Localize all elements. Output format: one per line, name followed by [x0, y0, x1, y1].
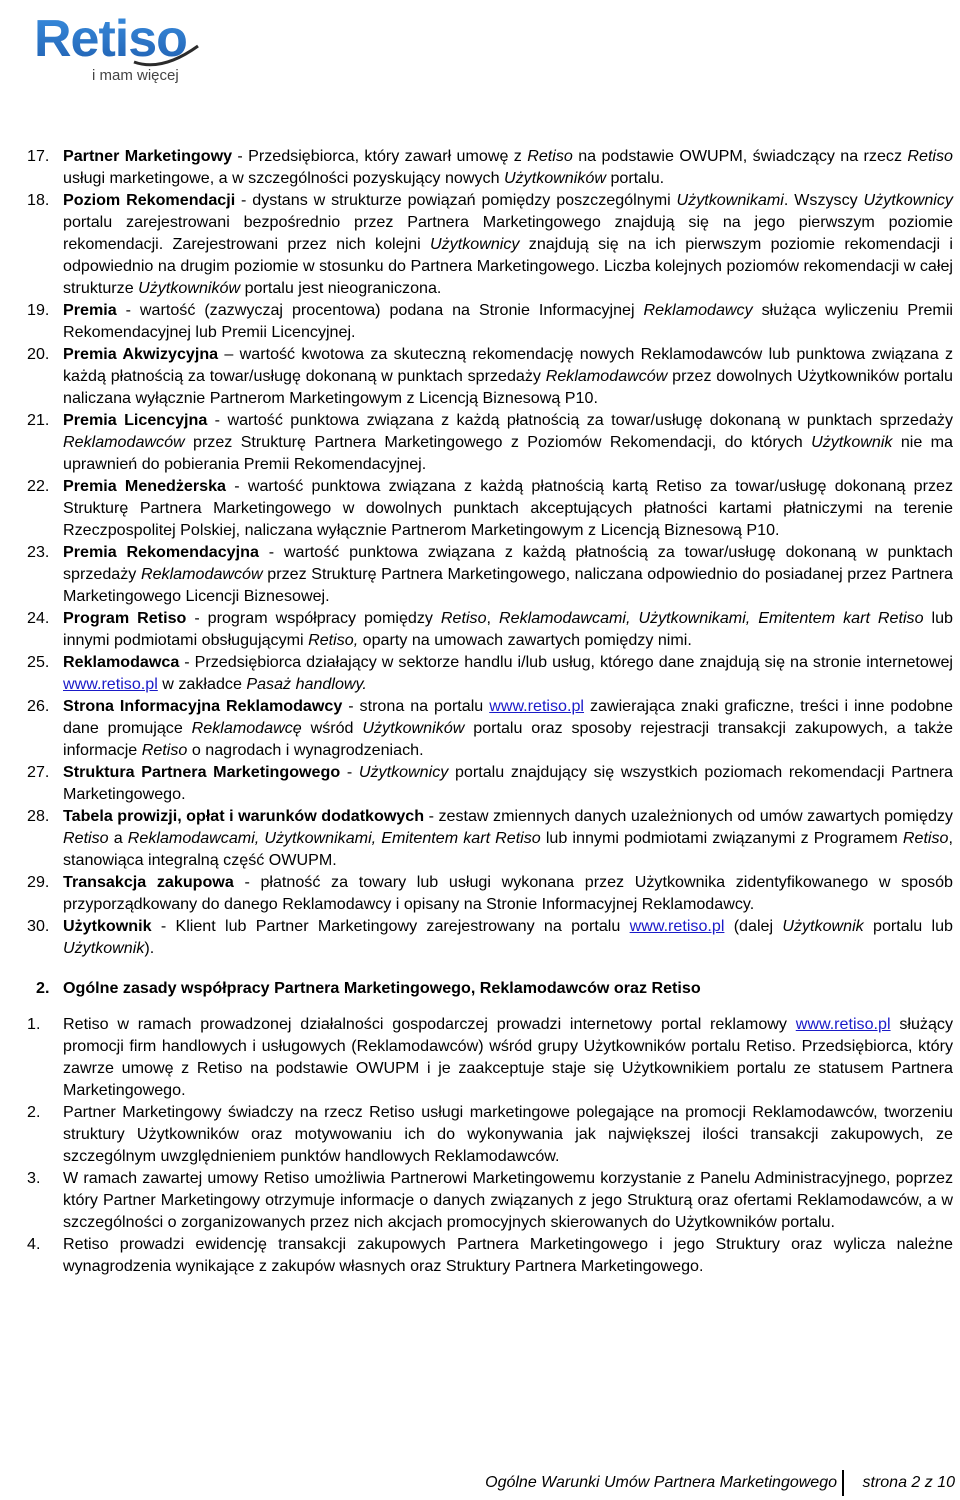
item-number: 23.: [27, 543, 50, 561]
list-item: [27, 1167, 953, 1233]
page-footer: [450, 1470, 955, 1496]
item-text: Partner Marketingowy świadczy na rzecz Retiso usługi marketingowe polegające na promocji Reklamodawców, tworzeniu struktury Użytkowników oraz motywowaniu ich do wykonywania jak największej ilości transakcji zakupowych, ze szczególnym uwzględnieniem punktów handlowych Reklamodawców.: [63, 1103, 953, 1165]
item-text: Retiso prowadzi ewidencję transakcji zakupowych Partnera Marketingowego i jego Struktury oraz wylicza należne wynagrodzenia wynikające z zakupów własnych oraz Struktury Partnera Marketingowego.: [63, 1235, 953, 1275]
document-body: [27, 145, 953, 1277]
item-number: 28.: [27, 807, 50, 825]
item-text: Strona Informacyjna Reklamodawcy - strona na portalu www.retiso.pl zawierająca znaki graficzne, treści i inne podobne dane promujące Reklamodawcę wśród Użytkowników portalu oraz sposoby rejestracji transakcji zakupowych, a także informacje Retiso o nagrodach i wynagrodzeniach.: [63, 697, 954, 759]
item-text: Program Retiso - program współpracy pomiędzy Retiso, Reklamodawcami, Użytkownikami, Emitentem kart Retiso lub innymi podmiotami obsługującymi Retiso, oparty na umowach zawartych pomiędzy nimi.: [63, 609, 954, 649]
footer-separator: [842, 1470, 844, 1496]
list-item: [27, 805, 953, 871]
item-text: Partner Marketingowy - Przedsiębiorca, który zawarł umowę z Retiso na podstawie OWUPM, świadczący na rzecz Retiso usługi marketingowe, a w szczególności pozyskujący nowych Użytkowników portalu.: [63, 147, 954, 187]
item-text: W ramach zawartej umowy Retiso umożliwia Partnerowi Marketingowemu korzystanie z Panelu Administracyjnego, poprzez który Partner Marketingowy otrzymuje informacje o danych związanych z jego Strukturą oraz ofertami Reklamodawców, a w szczególności o zorganizowanych przez nich akcjach promocyjnych skierowanych do Użytkowników portalu.: [63, 1169, 953, 1231]
item-text: Premia - wartość (zazwyczaj procentowa) podana na Stronie Informacyjnej Reklamodawcy służąca wyliczeniu Premii Rekomendacyjnej lub Premii Licencyjnej.: [63, 301, 953, 341]
item-number: 22.: [27, 477, 50, 495]
item-number: 21.: [27, 411, 50, 429]
list-item: [27, 541, 953, 607]
section-2-list: [27, 1013, 953, 1277]
list-item: [27, 761, 953, 805]
svg-text:i mam więcej: i mam więcej: [92, 67, 179, 84]
retiso-logo: [30, 6, 205, 86]
item-number: 24.: [27, 609, 50, 627]
list-item: [27, 299, 953, 343]
item-number: 27.: [27, 763, 50, 781]
list-item: [27, 1101, 953, 1167]
footer-title: Ogólne Warunki Umów Partnera Marketingowego: [485, 1474, 837, 1491]
item-text: Transakcja zakupowa - płatność za towary lub usługi wykonana przez Użytkownika zidentyfikowanego w sposób przyporządkowany do danego Reklamodawcy i opisany na Stronie Informacyjnej Reklamodawcy.: [63, 873, 953, 913]
item-text: Poziom Rekomendacji - dystans w strukturze powiązań pomiędzy poszczególnymi Użytkownikami. Wszyscy Użytkownicy portalu zarejestrowani bezpośrednio przez Partnera Marketingowego znajdują się na jego pierwszym poziomie rekomendacji. Zarejestrowani przez nich kolejni Użytkownicy znajdują się na ich pierwszym poziomie rekomendacji i odpowiednio na drugim poziomie w stosunku do Partnera Marketingowego. Liczba kolejnych poziomów rekomendacji w całej strukturze Użytkowników portalu jest nieograniczona.: [63, 191, 953, 297]
list-item: [27, 915, 953, 959]
item-number: 30.: [27, 917, 50, 935]
list-item: [27, 871, 953, 915]
svg-text:Retiso: Retiso: [34, 10, 187, 68]
item-number: 20.: [27, 345, 50, 363]
retiso-link[interactable]: www.retiso.pl: [629, 917, 725, 935]
item-number: 4.: [27, 1235, 41, 1253]
list-item: [27, 651, 953, 695]
list-item: [27, 1233, 953, 1277]
item-text: Premia Rekomendacyjna - wartość punktowa związana z każdą płatnością za towar/usługę dokonaną w punktach sprzedaży Reklamodawców przez Strukturę Partnera Marketingowego, naliczana odpowiednio do posiadanej przez Partnera Marketingowego Licencji Biznesowej.: [63, 543, 954, 605]
section-number: 2.: [36, 979, 50, 997]
list-item: [27, 607, 953, 651]
item-number: 1.: [27, 1015, 41, 1033]
item-text: Reklamodawca - Przedsiębiorca działający w sektorze handlu i/lub usług, którego dane znajdują się na stronie internetowej www.retiso.pl w zakładce Pasaż handlowy.: [63, 653, 953, 693]
item-text: Premia Menedżerska - wartość punktowa związana z każdą płatnością kartą Retiso za towar/usługę dokonaną przez Strukturę Partnera Marketingowego w dowolnych punktach akceptujących płatności kartami płatniczymi na terenie Rzeczpospolitej Polskiej, naliczana wyłącznie Partnerom Marketingowym z Licencją Biznesową P10.: [63, 477, 953, 539]
item-text: Retiso w ramach prowadzonej działalności gospodarczej prowadzi internetowy portal reklamowy www.retiso.pl służący promocji firm handlowych i usługowych (Reklamodawców) wśród grupy Użytkowników portalu Retiso. Przedsiębiorca, który zawrze umowę z Retiso na podstawie OWUPM i je zaakceptuje staje się Użytkownikiem portalu ze statusem Partnera Marketingowego.: [63, 1015, 953, 1099]
list-item: [27, 343, 953, 409]
item-number: 25.: [27, 653, 50, 671]
item-text: Użytkownik - Klient lub Partner Marketingowy zarejestrowany na portalu www.retiso.pl (dalej Użytkownik portalu lub Użytkownik).: [63, 917, 953, 957]
item-number: 19.: [27, 301, 50, 319]
list-item: [27, 409, 953, 475]
item-number: 2.: [27, 1103, 41, 1121]
item-text: Tabela prowizji, opłat i warunków dodatkowych - zestaw zmiennych danych uzależnionych od umów zawartych pomiędzy Retiso a Reklamodawcami, Użytkownikami, Emitentem kart Retiso lub innymi podmiotami związanymi z Programem Retiso, stanowiąca integralną część OWUPM.: [63, 807, 953, 869]
retiso-link[interactable]: www.retiso.pl: [795, 1015, 891, 1033]
list-item: [27, 695, 953, 761]
retiso-link[interactable]: www.retiso.pl: [489, 697, 585, 715]
item-text: Premia Akwizycyjna – wartość kwotowa za skuteczną rekomendację nowych Reklamodawców lub punktowa związana z każdą płatnością za towar/usługę dokonaną w punktach sprzedaży Reklamodawców przez dowolnych Użytkowników portalu naliczana wyłącznie Partnerom Marketingowym z Licencją Biznesową P10.: [63, 345, 953, 407]
item-number: 3.: [27, 1169, 41, 1187]
list-item: [27, 1013, 953, 1101]
section-2-heading: [27, 977, 953, 999]
item-number: 29.: [27, 873, 50, 891]
section-title: Ogólne zasady współpracy Partnera Marketingowego, Reklamodawców oraz Retiso: [63, 979, 701, 997]
page-number: strona 2 z 10: [862, 1474, 955, 1491]
list-item: [27, 189, 953, 299]
item-number: 17.: [27, 147, 50, 165]
retiso-logo-mark: [30, 6, 205, 86]
item-number: 26.: [27, 697, 50, 715]
retiso-link[interactable]: www.retiso.pl: [63, 675, 158, 693]
list-item: [27, 145, 953, 189]
definitions-list: [27, 145, 953, 959]
item-number: 18.: [27, 191, 50, 209]
list-item: [27, 475, 953, 541]
item-text: Premia Licencyjna - wartość punktowa związana z każdą płatnością za towar/usługę dokonaną w punktach sprzedaży Reklamodawców przez Strukturę Partnera Marketingowego z Poziomów Rekomendacji, do których Użytkownik nie ma uprawnień do pobierania Premii Rekomendacyjnej.: [63, 411, 954, 473]
item-text: Struktura Partnera Marketingowego - Użytkownicy portalu znajdujący się wszystkich poziomach rekomendacji Partnera Marketingowego.: [63, 763, 954, 803]
